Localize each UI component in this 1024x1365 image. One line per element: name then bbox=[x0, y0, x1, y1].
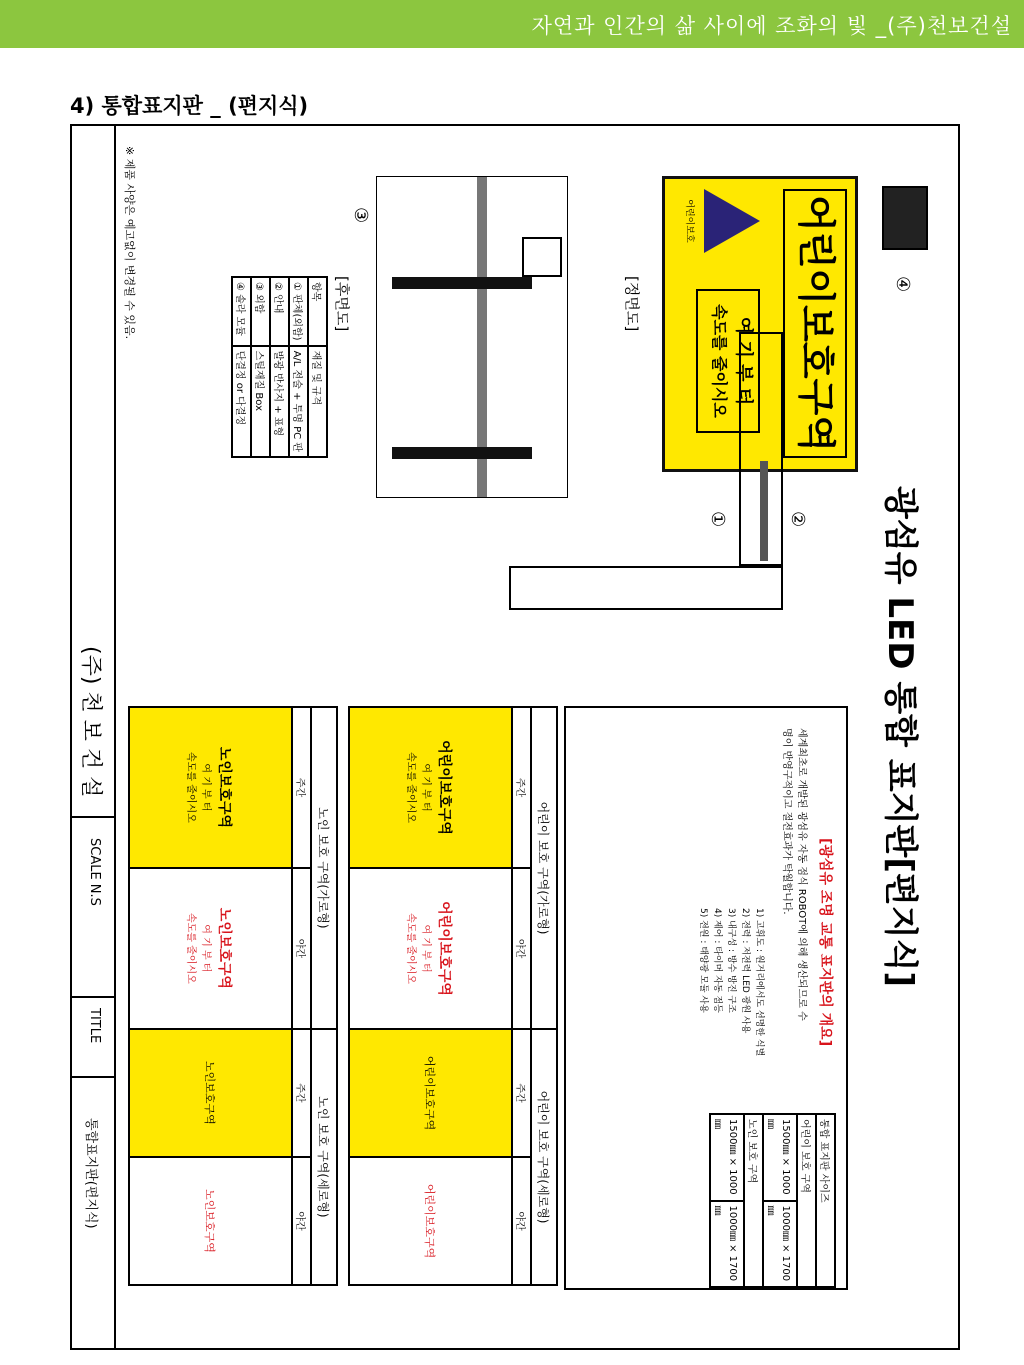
variant-msg1: 여 기 부 터 bbox=[420, 763, 432, 812]
overview-title: [광섬유 조명 교통 표지판의 개요] bbox=[817, 838, 833, 1047]
size-table-title: 통합 표지판 사이즈 bbox=[816, 1114, 835, 1287]
day-label: 주간 bbox=[292, 707, 311, 868]
elder-day-sign bbox=[129, 707, 292, 868]
variant-sign-title: 노인보호구역 bbox=[203, 1060, 217, 1125]
parts-cell: 스틸재질 Box bbox=[251, 346, 270, 457]
variant-msg1: 여 기 부 터 bbox=[200, 924, 212, 973]
size-cell: 1000㎜ × 1700㎜ bbox=[710, 1201, 744, 1288]
day-label: 주간 bbox=[512, 1029, 531, 1157]
child-warning-icon bbox=[704, 189, 760, 253]
rear-view-label: [후면도] bbox=[333, 276, 351, 332]
section-title: 4) 통합표지판 _ (편지식) bbox=[70, 94, 309, 118]
scale-cell bbox=[70, 816, 114, 998]
child-vertical-label: 어린이 보호 구역(세로형) bbox=[531, 1029, 557, 1285]
header-tagline: 자연과 인간의 삶 사이에 조화의 빛 _(주)천보건설 bbox=[531, 14, 1012, 38]
callout-2: ② bbox=[787, 511, 808, 528]
variant-sign-title: 노인보호구역 bbox=[216, 907, 233, 989]
variant-msg2: 속도를 줄이시오 bbox=[405, 752, 417, 823]
parts-cell: ④ 솔라 모듈 bbox=[232, 277, 251, 346]
elder-variants bbox=[128, 706, 338, 1286]
parts-table bbox=[231, 276, 328, 458]
elder-vertical-label: 노인 보호 구역(세로형) bbox=[311, 1029, 337, 1285]
drawing-note: ※ 제품 사양은 예고없이 변경될 수 있음. bbox=[123, 146, 136, 340]
parts-header-item: 항목 bbox=[308, 277, 327, 346]
title-label-cell bbox=[70, 996, 114, 1078]
variant-sign-title: 노인보호구역 bbox=[203, 1189, 217, 1253]
title-value: 통합표지판(편지식) bbox=[83, 1118, 98, 1229]
day-label: 주간 bbox=[512, 707, 531, 868]
overview-item: 4) 제어 : 타이머 자동 점등 bbox=[712, 908, 722, 1013]
child-horizontal-label: 어린이 보호 구역(가로형) bbox=[531, 707, 557, 1029]
front-badge: 어린이보호 bbox=[684, 199, 694, 243]
variant-msg1: 여 기 부 터 bbox=[420, 924, 432, 973]
variant-sign-title: 어린이보호구역 bbox=[423, 1183, 437, 1259]
size-row-label: 노인 보호 구역 bbox=[744, 1114, 763, 1287]
rear-bracket-1 bbox=[392, 277, 532, 289]
variant-msg2: 속도를 줄이시오 bbox=[405, 913, 417, 984]
title-value-cell bbox=[70, 1076, 114, 1350]
callout-3: ③ bbox=[350, 207, 371, 224]
overview-body: 세계최초로 개발된 광섬유 자동 점식 ROBOT에 의해 생산되므로 수명이 반영구적이고 절전효과가 탁월합니다. bbox=[781, 728, 807, 1021]
elder-horizontal-label: 노인 보호 구역(가로형) bbox=[311, 707, 337, 1029]
title-label: TITLE bbox=[87, 1008, 102, 1044]
front-view-label: [정면도] bbox=[623, 276, 641, 332]
scale-label: SCALE N.S bbox=[87, 838, 102, 906]
parts-cell: ① 판체(외함) bbox=[289, 277, 308, 346]
rear-box bbox=[522, 237, 562, 277]
front-msg1: 여 기 부 터 bbox=[733, 316, 754, 406]
variant-msg1: 여 기 부 터 bbox=[200, 763, 212, 812]
size-row-label: 어린이 보호 구역 bbox=[797, 1114, 816, 1287]
parts-cell: ③ 외함 bbox=[251, 277, 270, 346]
rear-bracket-2 bbox=[392, 447, 532, 459]
size-cell: 1000㎜ × 1700㎜ bbox=[763, 1201, 797, 1288]
front-msg2: 속도를 줄이시오 bbox=[710, 304, 729, 418]
elder-night-vertical-sign bbox=[129, 1157, 292, 1285]
child-night-sign bbox=[349, 868, 512, 1029]
rotated-drawing bbox=[72, 126, 958, 1348]
rear-view bbox=[350, 176, 568, 498]
overview-item: 2) 전력 : 저전력 LED 광원 사용 bbox=[740, 908, 750, 1034]
title-block bbox=[70, 126, 116, 1348]
child-variants bbox=[348, 706, 558, 1286]
overview-item: 5) 전원 : 태양광 모듈 사용 bbox=[698, 908, 708, 1013]
company-name: (주) 천 보 건 설 bbox=[78, 646, 103, 798]
parts-cell: A/L 전술 + 투명 PC 판 bbox=[289, 346, 308, 457]
variant-sign-title: 어린이보호구역 bbox=[436, 740, 453, 835]
child-day-sign bbox=[349, 707, 512, 868]
parts-header-spec: 재질 및 규격 bbox=[308, 346, 327, 457]
variant-msg2: 속도를 줄이시오 bbox=[185, 752, 197, 823]
callout-1: ① bbox=[707, 511, 728, 528]
variant-sign-title: 어린이보호구역 bbox=[436, 901, 453, 996]
header-bar bbox=[0, 0, 1024, 48]
drawing-sheet bbox=[70, 124, 960, 1350]
day-label: 주간 bbox=[292, 1029, 311, 1157]
size-table bbox=[709, 1113, 836, 1288]
night-label: 야간 bbox=[512, 1157, 531, 1285]
pole-outline bbox=[509, 566, 783, 610]
variant-sign-title: 노인보호구역 bbox=[216, 746, 233, 829]
pole-drawing bbox=[739, 332, 783, 566]
child-night-vertical-sign bbox=[349, 1157, 512, 1285]
night-label: 야간 bbox=[292, 1157, 311, 1285]
overview-item: 1) 고휘도 : 원거리에서도 선명한 식별 bbox=[754, 908, 764, 1057]
night-label: 야간 bbox=[512, 868, 531, 1029]
child-day-vertical-sign bbox=[349, 1029, 512, 1157]
size-cell: 1500㎜ × 1000㎜ bbox=[710, 1114, 744, 1201]
parts-cell: 발광 반사지 + 표형 bbox=[270, 346, 289, 457]
night-label: 야간 bbox=[292, 868, 311, 1029]
parts-cell: 단결정 or 다결정 bbox=[232, 346, 251, 457]
solar-module-icon bbox=[882, 186, 928, 250]
drawing-title: 광섬유 LED 통합 표지판[편지식] bbox=[880, 486, 920, 987]
variant-msg2: 속도를 줄이시오 bbox=[185, 912, 197, 984]
front-sign-title: 어린이보호구역 bbox=[783, 189, 847, 458]
parts-cell: ② 안내 bbox=[270, 277, 289, 346]
variant-sign-title: 어린이보호구역 bbox=[423, 1055, 437, 1131]
size-cell: 1500㎜ × 1000㎜ bbox=[763, 1114, 797, 1201]
overview-box bbox=[564, 706, 848, 1290]
overview-items bbox=[696, 908, 766, 1056]
overview-item: 3) 내구성 : 방수 방진 구조 bbox=[726, 908, 736, 1013]
elder-night-sign bbox=[129, 868, 292, 1029]
elder-day-vertical-sign bbox=[129, 1029, 292, 1157]
callout-4: ④ bbox=[892, 276, 913, 293]
